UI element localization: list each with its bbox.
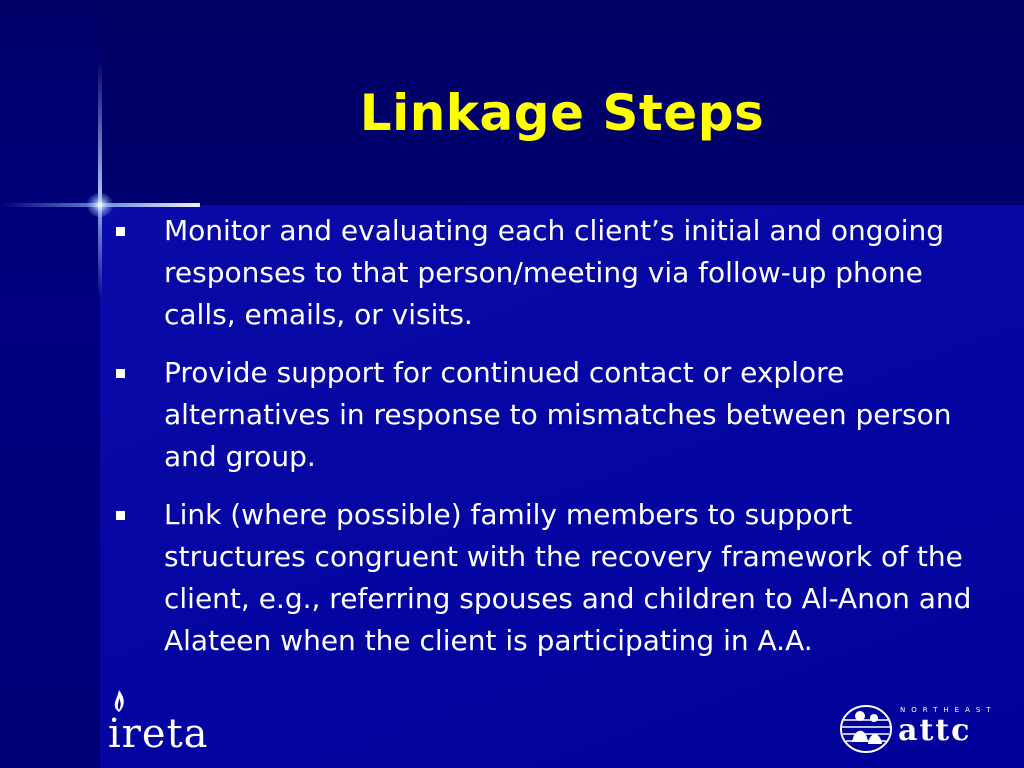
bullet-square-icon <box>116 511 125 520</box>
bullet-square-icon <box>116 369 125 378</box>
bullet-item <box>116 494 996 662</box>
bullet-text: Provide support for continued contact or explore alternatives in response to mismatches between person and group. <box>164 356 952 473</box>
attc-logo <box>838 700 998 758</box>
bullet-list <box>116 210 996 678</box>
attc-logo-region: NORTHEAST <box>900 706 997 714</box>
bullet-square-icon <box>116 227 125 236</box>
bullet-item <box>116 352 996 478</box>
ireta-logo-text: ireta <box>108 711 209 757</box>
bullet-text: Monitor and evaluating each client’s initial and ongoing responses to that person/meeting via follow-up phone calls, emails, or visits. <box>164 214 945 331</box>
attc-logo-text: attc <box>898 713 972 748</box>
attc-emblem-icon <box>838 702 894 756</box>
slide-title: Linkage Steps <box>359 84 765 142</box>
left-band <box>0 0 100 768</box>
ireta-logo <box>108 690 228 758</box>
light-flare-core <box>86 193 114 217</box>
bullet-item <box>116 210 996 336</box>
bullet-text: Link (where possible) family members to support structures congruent with the recovery framework of the client, e.g., referring spouses and children to Al-Anon and Alateen when the client is participating in A.A. <box>164 498 972 657</box>
